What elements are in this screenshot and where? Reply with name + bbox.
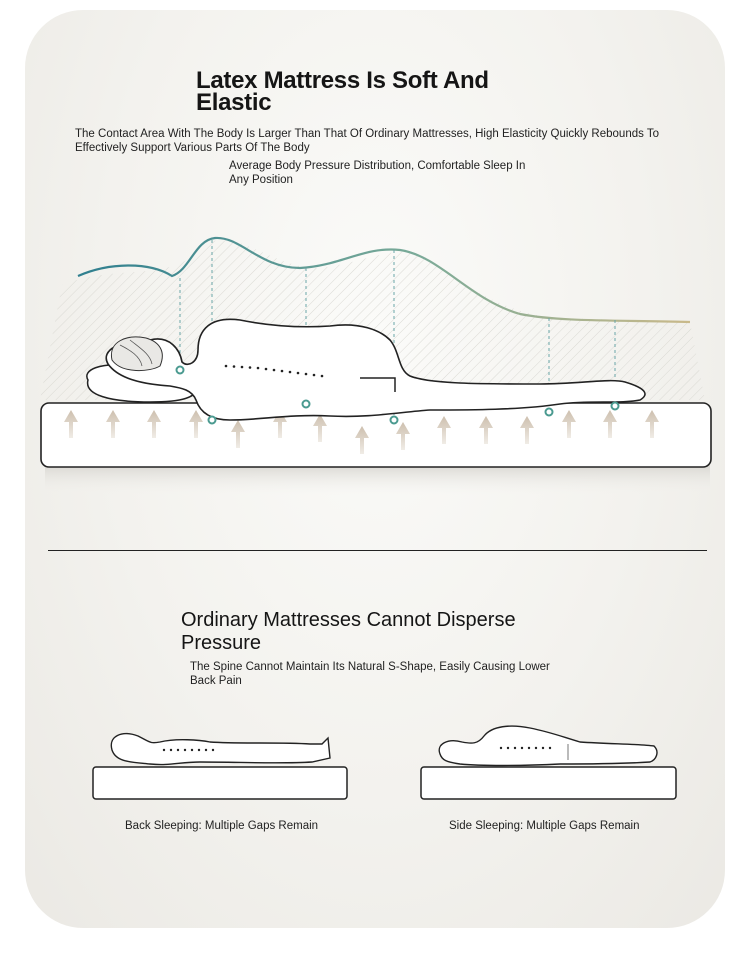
- latex-title: Latex Mattress Is Soft And Elastic: [196, 67, 489, 116]
- ordinary-description: The Spine Cannot Maintain Its Natural S-Shape, Easily Causing Lower Back Pain: [190, 661, 550, 687]
- section-divider: [48, 550, 707, 551]
- hair: [111, 337, 162, 371]
- side-sleeping-figure: [421, 726, 676, 799]
- contact-point-icon: [391, 417, 398, 424]
- ordinary-mattress-illustration: [0, 700, 750, 830]
- latex-note: Average Body Pressure Distribution, Comfortable Sleep In Any Position: [229, 160, 526, 186]
- latex-description: The Contact Area With The Body Is Larger Than That Of Ordinary Mattresses, High Elasticity Quickly Rebounds To Effectively Support Various Parts Of The Body: [75, 128, 659, 154]
- contact-point-icon: [177, 367, 184, 374]
- ordinary-mattress-side: [421, 767, 676, 799]
- contact-point-icon: [209, 417, 216, 424]
- side-sleeping-caption: Side Sleeping: Multiple Gaps Remain: [449, 820, 640, 832]
- contact-point-icon: [546, 409, 553, 416]
- ordinary-mattress-back: [93, 767, 347, 799]
- mattress-shadow: [45, 465, 710, 495]
- contact-point-icon: [303, 401, 310, 408]
- back-sleeping-figure: [93, 734, 347, 799]
- back-sleeping-caption: Back Sleeping: Multiple Gaps Remain: [125, 820, 319, 832]
- contact-point-icon: [612, 403, 619, 410]
- ordinary-title: Ordinary Mattresses Cannot Disperse Pressure: [181, 609, 516, 654]
